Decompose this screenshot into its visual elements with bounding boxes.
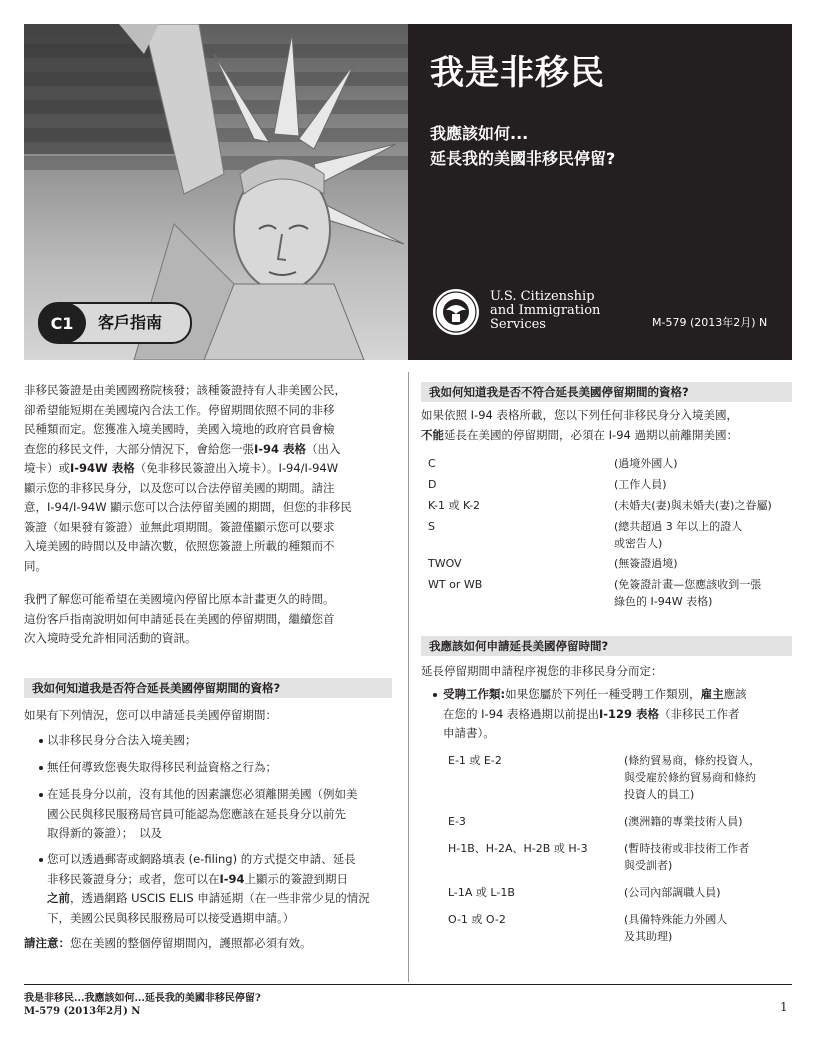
eligibility-bullet-3: 在延長身分以前，沒有其他的因素讓您必須離開美國（例如美 國公民與移民服務局官員可能認為您應該在延長身分以前先 取得新的簽證）； 以及 <box>47 787 358 840</box>
bullet-dot <box>39 739 43 743</box>
eligibility-bullet-4: 您可以透過郵寄或網路填表 (e-filing) 的方式提交申請、延長 非移民簽證身分；或者，您可以在I-94上顯示的簽證到期日 之前，透過網路 USCIS ELIS 申請延期（在一些非常少見的情況 下，美國公民與移民服務局可以接受過期申請。） <box>47 852 370 925</box>
ineligibility-lead-2: 不能延長在美國的停留期間，必須在 I-94 過期以前離開美國： <box>421 428 738 442</box>
ineligible-desc: (未婚夫(妻)與未婚夫(妻)之眷屬) <box>614 499 772 512</box>
ineligibility-section-heading: 我如何知道我是否不符合延長美國停留期間的資格? <box>421 382 792 402</box>
category-code: H-1B、H-2A、H-2B 或 H-3 <box>448 842 588 855</box>
employment-category-paragraph: 受聘工作類:如果您屬於下列任一種受聘工作類別，雇主應該 在您的 I-94 表格過期以前提出I-129 表格（非移民工作者 申請書）。 <box>443 687 747 740</box>
ineligible-code: C <box>428 457 436 470</box>
category-desc: (澳洲籍的專業技術人員) <box>624 815 743 828</box>
guide-label: 客戶指南 <box>98 313 163 332</box>
page-title: 我是非移民 <box>430 53 605 93</box>
eligibility-lead: 如果有下列情況，您可以申請延長美國停留期間： <box>24 708 277 722</box>
apply-lead: 延長停留期間申請程序視您的非移民身分而定： <box>421 664 663 678</box>
guide-code-badge: C1 <box>38 302 86 344</box>
category-code: L-1A 或 L-1B <box>448 886 515 899</box>
form-number: M-579 (2013年2月) N <box>652 316 768 329</box>
ineligible-code: K-1 或 K-2 <box>428 499 481 512</box>
category-desc: (暫時技術或非技術工作者 與受訓者) <box>624 842 750 872</box>
intro-paragraph-2: 我們了解您可能希望在美國境內停留比原本計畫更久的時間。 這份客戶指南說明如何申請延長在美國的停留期間，繼續您首 次入境時受允許相同活動的資訊。 <box>24 592 335 645</box>
intro-paragraph: 非移民簽證是由美國國務院核發；該種簽證持有人非美國公民， 卻希望能短期在美國境內合法工作。停留期間依照不同的非移 民種類而定。您獲准入境美國時，美國入境地的政府官員會檢 查您的移民文件，大部分情況下，會給您一張I-94 表格（出入 境卡）或I-94W 表格（免非移民簽證出入境卡）。I-94/I-94W 顯示您的非移民身分，以及您可以合法停留美國的期間。請注 意，I-94/I-94W 顯示您可以合法停留美國的期間，但您的非移民 簽證（如果發有簽證）並無此項期間。簽證僅顯示您可以要求 入境美國的時間以及申請次數，依照您簽證上所載的種類而不 同。 <box>24 383 352 573</box>
category-code: E-1 或 E-2 <box>448 754 502 767</box>
subtitle-line-1: 我應該如何... <box>430 124 529 143</box>
ineligibility-lead-1: 如果依照 I-94 表格所載，您以下列任何非移民身分入境美國， <box>421 408 738 422</box>
ineligible-desc: (免簽證計畫—您應該收到一張 綠色的 I-94W 表格) <box>614 578 762 608</box>
ineligible-code: S <box>428 520 435 533</box>
eligibility-bullet-1: 以非移民身分合法入境美國； <box>47 733 197 747</box>
category-desc: (條約貿易商，條約投資人， 與受雇於條約貿易商和條約 投資人的員工) <box>624 754 761 801</box>
passport-note: 請注意：您在美國的整個停留期間內，護照都必須有效。 <box>24 936 312 950</box>
ineligible-desc: (過境外國人) <box>614 457 678 470</box>
category-code: O-1 或 O-2 <box>448 913 506 926</box>
bullet-dot <box>433 693 437 697</box>
ineligible-desc: (無簽證過境) <box>614 557 678 570</box>
ineligible-code: WT or WB <box>428 578 483 591</box>
dhs-seal-icon <box>432 288 480 336</box>
page-number: 1 <box>780 1000 788 1014</box>
ineligible-desc: (工作人員) <box>614 478 667 491</box>
bullet-dot <box>39 766 43 770</box>
footer-text: 我是非移民...我應該如何...延長我的美國非移民停留? M-579 (2013年2月) N <box>24 993 261 1017</box>
ineligible-code: D <box>428 478 437 491</box>
category-desc: (具備特殊能力外國人 及其助理) <box>624 913 728 943</box>
eligibility-bullet-2: 無任何導致您喪失取得移民利益資格之行為； <box>47 760 277 774</box>
apply-section-heading: 我應該如何申請延長美國停留時間? <box>421 636 792 656</box>
category-code: E-3 <box>448 815 466 828</box>
subtitle-line-2: 延長我的美國非移民停留? <box>430 149 616 168</box>
category-desc: (公司內部調職人員) <box>624 886 721 899</box>
eligibility-section-heading: 我如何知道我是否符合延長美國停留期間的資格? <box>24 678 392 698</box>
bullet-dot <box>39 858 43 862</box>
ineligible-code: TWOV <box>428 557 462 570</box>
uscis-agency-name: U.S. Citizenship and Immigration Services <box>490 289 601 332</box>
ineligible-desc: (總共超過 3 年以上的證人 或密告人) <box>614 520 743 550</box>
footer-rule <box>24 984 792 985</box>
bullet-dot <box>39 793 43 797</box>
column-divider <box>408 372 409 982</box>
